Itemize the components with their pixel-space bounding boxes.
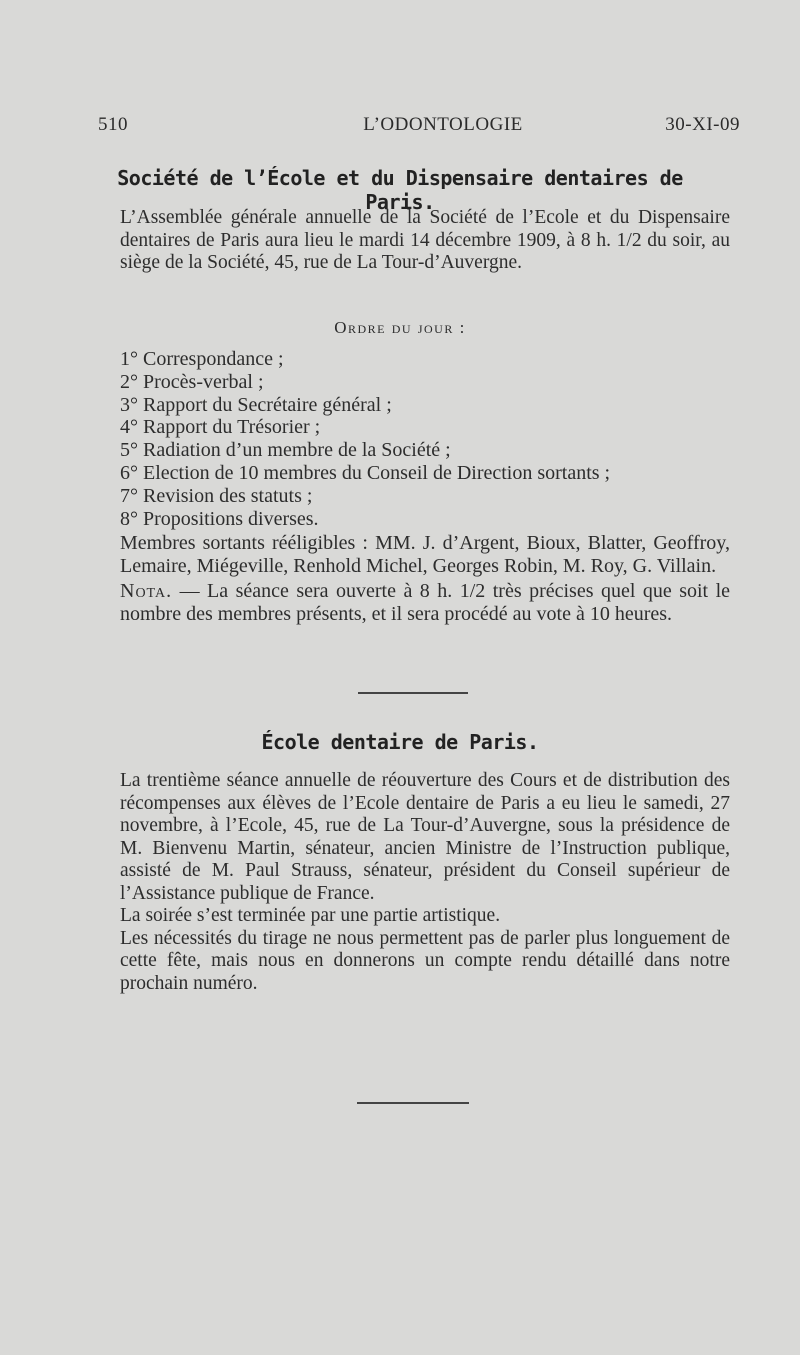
section-2-paragraph-3: Les nécessités du tirage ne nous permettent pas de parler plus longuement de cette fête, mais nous en donnerons un compte rendu détaillé dans notre prochain numéro. xyxy=(120,927,730,994)
agenda-item: 4° Rapport du Trésorier ; xyxy=(120,416,321,439)
agenda-block xyxy=(120,348,730,626)
section-2-title: École dentaire de Paris. xyxy=(261,730,539,754)
journal-title: L’ODONTOLOGIE xyxy=(363,114,523,135)
agenda-title: Ordre du jour : xyxy=(334,318,466,337)
agenda-item: 2° Procès-verbal ; xyxy=(120,370,264,393)
running-head xyxy=(98,114,740,138)
agenda-item: 1° Correspondance ; xyxy=(120,348,284,370)
end-rule xyxy=(357,1102,469,1104)
agenda-item: 3° Rapport du Secrétaire général ; xyxy=(120,393,392,416)
nota-label: Nota. xyxy=(120,579,173,602)
section-2-block xyxy=(120,770,730,995)
agenda-list xyxy=(120,348,730,530)
page-number: 510 xyxy=(98,114,128,135)
section-1-intro: L’Assemblée générale annuelle de la Société de l’Ecole et du Dispensaire dentaires de Paris aura lieu le mardi 14 décembre 1909, à 8 h. 1/2 du soir, au siège de la Société, 45, rue de La Tour-d’Auvergne. xyxy=(120,207,730,273)
agenda-item: 6° Election de 10 membres du Conseil de Direction sortants ; xyxy=(120,461,611,484)
section-2-paragraph-2: La soirée s’est terminée par une partie artistique. xyxy=(120,905,501,926)
nota-text: — La séance sera ouverte à 8 h. 1/2 très précises quel que soit le nombre des membres présents, et il sera procédé au vote à 10 heures. xyxy=(120,579,730,625)
section-1-intro-block xyxy=(120,207,730,275)
section-divider xyxy=(358,692,468,694)
issue-date: 30-XI-09 xyxy=(665,114,740,135)
nota-paragraph xyxy=(120,580,730,626)
section-1-title: Société de l’École et du Dispensaire dentaires de Paris. xyxy=(117,166,683,214)
section-2-paragraph-1: La trentième séance annuelle de réouverture des Cours et de distribution des récompenses aux élèves de l’Ecole dentaire de Paris a eu lieu le samedi, 27 novembre, à l’Ecole, 45, rue de La Tour-d’Auvergne, sous la présidence de M. Bienvenu Martin, sénateur, ancien Ministre de l’Instruction publique, assisté de M. Paul Strauss, sénateur, président du Conseil supérieur de l’Assistance publique de France. xyxy=(120,770,730,904)
agenda-item: 7° Revision des statuts ; xyxy=(120,484,313,507)
agenda-item: 8° Propositions diverses. xyxy=(120,507,319,530)
members-paragraph: Membres sortants rééligibles : MM. J. d’Argent, Bioux, Blatter, Geoffroy, Lemaire, Miégeville, Renhold Michel, Georges Robin, M. Roy, G. Villain. xyxy=(120,532,730,578)
agenda-item: 5° Radiation d’un membre de la Société ; xyxy=(120,439,451,462)
